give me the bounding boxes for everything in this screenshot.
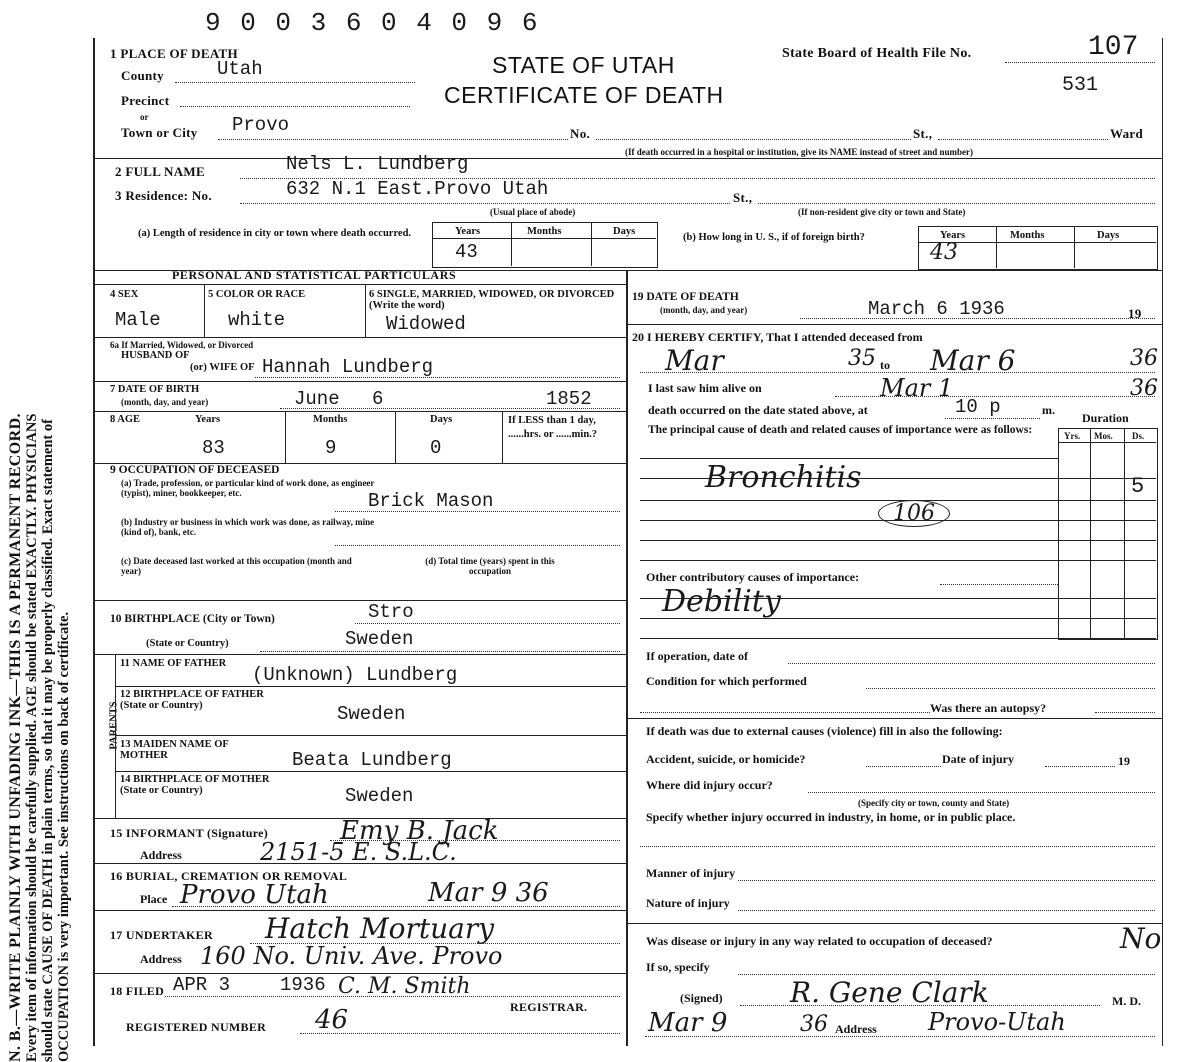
res-years-value: 43 [455,241,478,263]
duration-mos: Mos. [1094,431,1113,441]
res-years-header: Years [455,226,481,237]
undertaker-value: Hatch Mortuary [265,912,495,945]
or-label: or [140,112,149,122]
file-number: 107 [1088,32,1139,63]
sidebar-line-3: should state CAUSE OF DEATH in plain terms, so that it may be properly classified. Exact statement of [40,419,56,1062]
age-years-value: 83 [202,437,225,459]
file-label: State Board of Health File No. [782,46,972,61]
sidebar-instructions [8,42,72,1062]
birthplace-label: 10 BIRTHPLACE (City or Town) [110,613,275,625]
town-label: Town or City [121,125,198,140]
condition-label: Condition for which performed [646,674,807,688]
duration-ds: Ds. [1132,431,1145,441]
dob-day: 6 [372,388,384,410]
spouse-label-2: HUSBAND OF [121,350,190,361]
full-name-label: 2 FULL NAME [115,164,205,179]
specify-label: Specify whether injury occurred in industry, in home, or in public place. [646,810,1016,824]
usual-abode-note: (Usual place of abode) [490,207,576,217]
place-heading: 1 PLACE OF DEATH [110,46,238,61]
burial-place-label: Place [140,892,168,906]
dod-label: 19 DATE OF DEATH [632,291,739,303]
registrar-signature: C. M. Smith [338,974,471,999]
injury-date-label: Date of injury [942,752,1014,766]
filed-date: APR 3 [173,974,231,996]
signed-date: Mar 9 [648,1008,728,1038]
occupation-d-label: (d) Total time (years) spent in this occupation [425,556,555,576]
dob-sublabel: (month, day, and year) [121,397,209,407]
us-days-header: Days [1097,230,1120,241]
residence-length-label: (a) Length of residence in city or town where death occurred. [138,228,412,239]
accident-label: Accident, suicide, or homicide? [646,752,806,766]
county-label: County [121,68,164,83]
medical-address: Provo-Utah [928,1008,1066,1036]
file-number-2: 531 [1062,74,1099,97]
form-right-border [1162,38,1163,1046]
occ-related-value: No [1120,922,1162,955]
birthplace-country: Sweden [345,628,414,650]
hospital-note: (If death occurred in a hospital or institution, give its NAME instead of street and number) [625,147,974,157]
column-divider [626,270,628,1046]
informant-label: 15 INFORMANT (Signature) [110,826,269,840]
form-left-border [93,38,95,1046]
occupation-b-label: (b) Industry or business in which work was done, as railway, mine (kind of), bank, etc. [121,517,375,537]
undertaker-address: 160 No. Univ. Ave. Provo [200,942,503,970]
full-name-value: Nels L. Lundberg [286,153,469,175]
spouse-label-3: (or) WIFE OF [190,362,255,373]
signed-value: R. Gene Clark [790,976,989,1009]
if-so-label: If so, specify [646,960,710,974]
duration-label: Duration [1082,411,1129,425]
filed-label: 18 FILED [110,984,165,998]
age-days-header: Days [430,414,453,425]
sidebar-line-2: Every item of information should be carefully supplied. AGE should be stated EXACTLY. PHYSICIANS [24,413,40,1062]
md-label: M. D. [1112,994,1141,1008]
us-years-value: 43 [930,240,958,265]
mother-value: Beata Lundberg [292,749,452,771]
contrib-label: Other contributory causes of importance: [646,570,860,584]
burial-label: 16 BURIAL, CREMATION OR REMOVAL [110,869,348,883]
nonresident-note: (If non-resident give city or town and State) [798,207,966,217]
residence-st-label: St., [733,190,753,205]
occ-related-label: Was disease or injury in any way related to occupation of deceased? [646,934,993,948]
color-value: white [228,309,286,331]
sidebar-line-1: N. B.—WRITE PLAINLY WITH UNFADING INK—THIS IS A PERMANENT RECORD. [7,413,24,1062]
attended-from-year: 35 [848,346,876,371]
occupation-value: Brick Mason [368,490,494,512]
dob-year: 1852 [546,388,592,410]
res-days-header: Days [613,226,636,237]
marital-label: 6 SINGLE, MARRIED, WIDOWED, OR DIVORCED (Write the word) [369,289,615,311]
color-label: 5 COLOR OR RACE [208,289,306,300]
age-years-header: Years [195,414,221,425]
registrar-label: REGISTRAR. [510,1000,588,1014]
contrib-value: Debility [662,584,781,619]
medical-address-label: Address [835,1022,877,1036]
spouse-value: Hannah Lundberg [262,356,434,378]
personal-heading: PERSONAL AND STATISTICAL PARTICULARS [172,268,457,282]
where-label: Where did injury occur? [646,778,773,792]
mother-label: 13 MAIDEN NAME OF MOTHER [120,739,229,761]
registered-number: 46 [315,1005,349,1035]
filed-year: 1936 [280,974,326,996]
residence-label: 3 Residence: No. [115,188,212,203]
attended-to-year: 36 [1130,346,1158,371]
less-than-label: If LESS than 1 day, ......hrs. or ......min.? [508,415,598,440]
signed-label: (Signed) [680,991,723,1005]
town-value: Provo [232,114,290,136]
registered-number-label: REGISTERED NUMBER [126,1020,267,1034]
cause-label: The principal cause of death and related causes of importance were as follows: [648,424,1033,436]
age-days-value: 0 [430,437,442,459]
res-months-header: Months [527,226,562,237]
ward-label: Ward [1110,126,1143,141]
residence-value: 632 N.1 East.Provo Utah [286,178,549,200]
last-saw-value: Mar 1 [880,374,954,402]
undertaker-address-label: Address [140,952,182,966]
operation-label: If operation, date of [646,649,748,663]
us-months-header: Months [1010,230,1045,241]
spouse-label-1: 6a If Married, Widowed, or Divorced [110,340,254,350]
father-value: (Unknown) Lundberg [252,664,458,686]
father-birthplace-label: 12 BIRTHPLACE OF FATHER (State or Country) [120,689,264,711]
undertaker-label: 17 UNDERTAKER [110,928,213,942]
dod-value: March 6 1936 [868,298,1005,320]
burial-place: Provo Utah [180,880,329,910]
occupation-a-label: (a) Trade, profession, or particular kind of work done, as engineer (typist), miner, bookkeeper, etc. [121,478,375,498]
us-years-header: Years [940,230,966,241]
father-birthplace: Sweden [337,703,406,725]
where-note: (Specify city or town, county and State) [858,798,1010,808]
precinct-label: Precinct [121,93,170,108]
dob-month: June [294,388,340,410]
duration-columns [1058,428,1158,640]
injury-year: 19 [1118,754,1130,768]
birthplace-city: Stro [368,601,414,623]
marital-value: Widowed [386,313,466,335]
time-value: 10 p [955,396,1001,418]
occupation-heading: 9 OCCUPATION OF DECEASED [110,464,280,476]
serial-number: 9 0 0 3 6 0 4 0 9 6 [205,8,540,38]
st-label: St., [913,126,933,141]
m-label: m. [1042,403,1055,417]
to-label: to [880,358,890,372]
certify-label: 20 I HEREBY CERTIFY, That I attended deceased from [632,330,923,344]
dod-suffix: 19 [1128,306,1142,321]
age-label: 8 AGE [110,414,141,425]
cause-value: Bronchitis [705,460,862,495]
last-saw-label: I last saw him alive on [648,381,762,395]
informant-signature: Emy B. Jack [340,816,499,846]
county-value: Utah [217,58,263,80]
us-length-label: (b) How long in U. S., if of foreign birth? [683,232,865,243]
informant-address-label: Address [140,848,182,862]
mother-birthplace: Sweden [345,785,414,807]
birthplace-state-label: (State or Country) [146,638,229,649]
certificate-title: CERTIFICATE OF DEATH [444,82,724,108]
father-label: 11 NAME OF FATHER [120,658,227,669]
attended-from: Mar [665,344,724,377]
dob-label: 7 DATE OF BIRTH [110,384,200,395]
age-months-header: Months [313,414,348,425]
dod-sublabel: (month, day, and year) [660,305,748,315]
occurred-label: death occurred on the date stated above, at [648,403,868,417]
signed-year: 36 [800,1012,828,1037]
burial-date: Mar 9 36 [428,878,549,908]
autopsy-label: Was there an autopsy? [930,701,1047,715]
sidebar-line-4: OCCUPATION is very important. See instructions on back of certificate. [56,611,72,1062]
cause-code: 106 [878,500,950,527]
mother-birthplace-label: 14 BIRTHPLACE OF MOTHER (State or Country) [120,774,270,796]
age-months-value: 9 [325,437,337,459]
last-saw-year: 36 [1130,376,1158,401]
nature-label: Nature of injury [646,896,730,910]
external-label: If death was due to external causes (violence) fill in also the following: [646,724,1003,738]
occupation-c-label: (c) Date deceased last worked at this occupation (month and year) [121,556,352,576]
state-title: STATE OF UTAH [492,52,675,78]
attended-to: Mar 6 [930,344,1016,377]
cause-duration: 5 [1131,474,1145,499]
sex-label: 4 SEX [110,289,139,300]
manner-label: Manner of injury [646,866,736,880]
informant-address: 2151-5 E. S.L.C. [260,838,457,866]
duration-yrs: Yrs. [1064,431,1081,441]
no-label: No. [570,126,591,141]
parents-label: PARENTS [108,701,120,750]
sex-value: Male [115,309,161,331]
